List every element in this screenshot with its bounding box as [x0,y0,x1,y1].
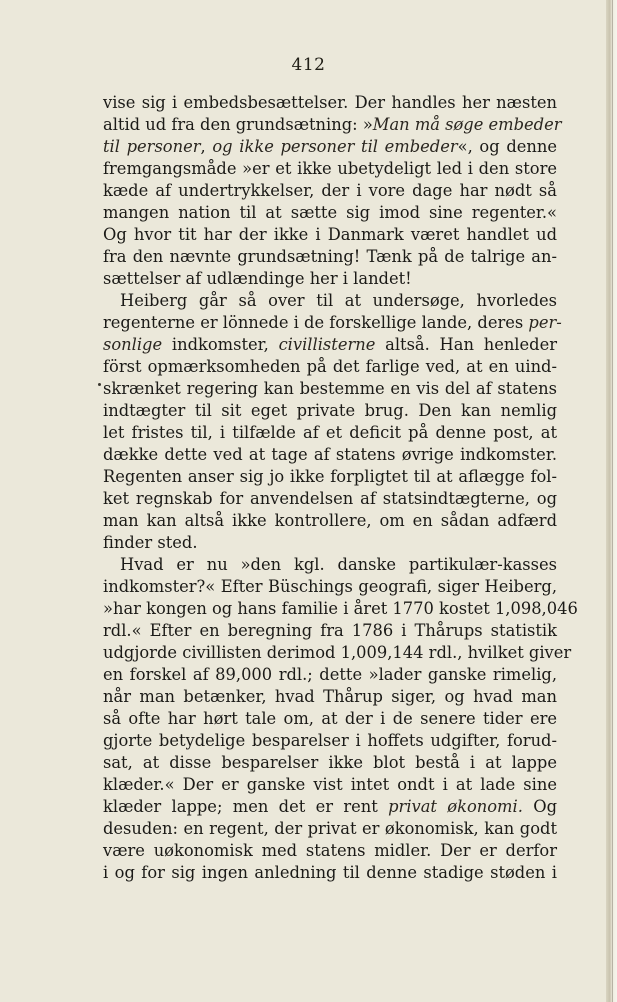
text-line [103,268,557,290]
text-line [103,224,557,246]
text-run: Og hvor tit har der ikke i Danmark været handlet ud [103,225,557,244]
text-run: være uøkonomisk med statens midler. Der er derfor [103,841,557,860]
text-run: når man betænker, hvad Thårup siger, og hvad man [103,687,557,706]
text-line [103,708,557,730]
text-line [103,796,557,818]
text-run: let fristes til, i tilfælde af et deficit på denne post, at [103,423,557,442]
italic-run: per- [528,313,562,332]
page-edge-line [612,0,613,1002]
text-line [103,532,557,554]
text-run: regenterne er lönnede i de forskellige lande, deres [103,313,529,332]
text-run: en forskel af 89,000 rdl.; dette »lader ganske rimelig, [103,665,557,684]
text-line [103,862,557,884]
italic-run: Man må søge embeder [372,115,562,134]
text-line [103,664,557,686]
text-run: kæde af undertrykkelser, der i vore dage har nødt så [103,181,557,200]
text-run: Hvad er nu »den kgl. danske partikulær-kasses [120,555,557,574]
text-run: Regenten anser sig jo ikke forpligtet til at aflægge fol- [103,467,557,486]
text-run: ket regnskab for anvendelsen af statsindtægterne, og [103,489,557,508]
text-line [103,92,557,114]
text-line [103,378,557,400]
text-line [103,246,557,268]
text-run: indkomster, [162,335,279,354]
text-line [103,312,562,334]
text-run: gjorte betydelige besparelser i hoffets udgifter, forud- [103,731,557,750]
text-run: dække dette ved at tage af statens øvrige indkomster. [103,445,557,464]
italic-run: sonlige [103,335,163,354]
text-line [103,180,557,202]
text-run: i og for sig ingen anledning til denne stadige støden i [103,863,557,882]
text-run: udgjorde civillisten derimod 1,009,144 rdl., hvilket giver [103,643,572,662]
text-line [103,752,557,774]
page-number: 412 [291,55,326,75]
text-run: Og [522,797,557,816]
text-run: finder sted. [103,533,198,552]
text-run: altid ud fra den grundsætning: » [103,115,373,134]
text-line [120,554,557,576]
text-line [103,466,557,488]
italic-run: til personer [103,137,201,156]
italic-run: og ikke personer til embeder [212,137,458,156]
text-line [103,598,578,620]
text-line [103,114,562,136]
text-line [103,400,557,422]
text-run: mangen nation til at sætte sig imod sine regenter.« [103,203,557,222]
text-run: klæder lappe; men det er rent [103,797,389,816]
text-line [103,686,557,708]
text-line [103,488,557,510]
text-run: man kan altså ikke kontrollere, om en sådan adfærd [103,511,557,530]
text-run: sat, at disse besparelser ikke blot bestå i at lappe [103,753,557,772]
text-line [103,444,557,466]
text-line [103,422,557,444]
text-run: så ofte har hørt tale om, at der i de senere tider ere [103,709,557,728]
text-line [103,202,557,224]
text-line [103,642,572,664]
text-run: klæder.« Der er ganske vist intet ondt i at lade sine [103,775,557,794]
text-line [103,818,557,840]
text-run: , [200,137,213,156]
italic-run: privat økonomi. [388,797,523,816]
text-run: rdl.« Efter en beregning fra 1786 i Thårups statistik [103,621,557,640]
ink-spot [98,383,101,386]
text-line [103,158,557,180]
text-line [103,620,557,642]
text-run: «, og denne [457,137,557,156]
text-run: altså. Han henleder [375,335,557,354]
text-run: fra den nævnte grundsætning! Tænk på de talrige an- [103,247,557,266]
italic-run: civillisterne [278,335,376,354]
text-run: fremgangsmåde »er et ikke ubetydeligt led i den store [103,159,557,178]
text-line [103,576,557,598]
text-line [103,730,557,752]
text-line [103,774,557,796]
text-line [103,840,557,862]
text-run: vise sig i embedsbesættelser. Der handles her næsten [103,93,557,112]
text-run: sættelser af udlændinge her i landet! [103,269,412,288]
text-run: »har kongen og hans familie i året 1770 kostet 1,098,046 [103,599,578,618]
text-line [103,356,557,378]
text-run: skrænket regering kan bestemme en vis del af statens [103,379,557,398]
text-run: Heiberg går så over til at undersøge, hvorledes [120,291,557,310]
text-line [120,290,557,312]
text-run: indtægter til sit eget private brug. Den kan nemlig [103,401,557,420]
text-run: desuden: en regent, der privat er økonomisk, kan godt [103,819,557,838]
text-line [103,136,557,158]
text-line [103,510,557,532]
text-run: indkomster?« Efter Büschings geografi, siger Heiberg, [103,577,557,596]
text-line [103,334,557,356]
text-run: först opmærksomheden på det farlige ved, at en uind- [103,357,557,376]
